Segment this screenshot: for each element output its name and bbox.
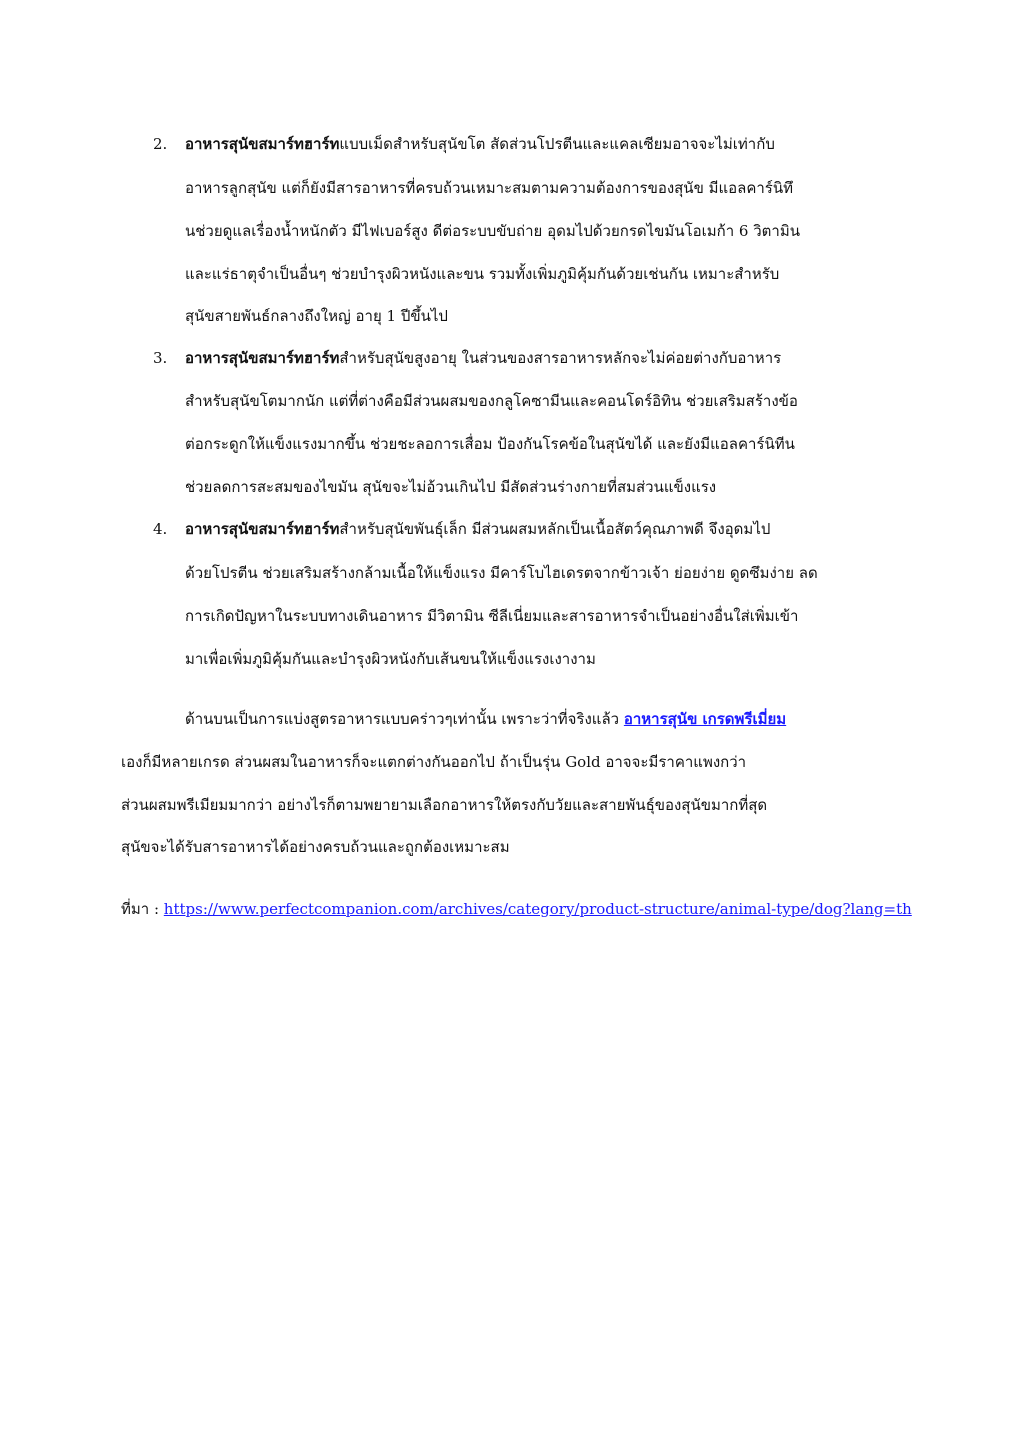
list-item-line: นช่วยดูแลเรื่องน้ำหนักตัว มีไฟเบอร์สูง ดีต่อระบบขับถ่าย อุดมไปด้วยกรดไขมันโอเมก้า 6 วิตามิน <box>185 222 800 240</box>
list-item-text: แบบเม็ดสำหรับสุนัขโต สัดส่วนโปรตีนและแคลเซียมอาจจะไม่เท่ากับ <box>339 135 775 153</box>
list-item-line: อาหารลูกสุนัข แต่ก็ยังมีสารอาหารที่ครบถ้วนเหมาะสมตามความต้องการของสุนัข มีแอลคาร์นิทึ <box>185 179 793 197</box>
list-item-line: สุนัขสายพันธ์กลางถึงใหญ่ อายุ 1 ปีขึ้นไป <box>185 307 448 325</box>
list-item-number: 3. <box>153 349 168 367</box>
list-item-number: 4. <box>153 520 168 538</box>
list-item-line: ด้วยโปรตีน ช่วยเสริมสร้างกล้ามเนื้อให้แข็งแรง มีคาร์โบไฮเดรตจากข้าวเจ้า ย่อยง่าย ดูดซึมง่าย ลด <box>185 564 818 582</box>
list-item-line: ช่วยลดการสะสมของไขมัน สุนัขจะไม่อ้วนเกินไป มีสัดส่วนร่างกายที่สมส่วนแข็งแรง <box>185 478 717 496</box>
list-item-line <box>185 129 775 159</box>
source-line <box>121 894 912 924</box>
premium-dog-food-link[interactable]: อาหารสุนัข เกรดพรีเมี่ยม <box>623 710 787 728</box>
list-item-line: การเกิดปัญหาในระบบทางเดินอาหาร มีวิตามิน ซีลีเนี่ยมและสารอาหารจำเป็นอย่างอื่นใส่เพิ่มเข้า <box>185 607 799 625</box>
summary-text: ด้านบนเป็นการแบ่งสูตรอาหารแบบคร่าวๆเท่านั้น เพราะว่าที่จริงแล้ว <box>185 710 624 728</box>
list-item-number: 2. <box>153 135 168 153</box>
summary-line <box>185 704 786 734</box>
source-label: ที่มา : <box>121 900 164 918</box>
list-item-line: สำหรับสุนัขโตมากนัก แต่ที่ต่างคือมีส่วนผสมของกลูโคซามีนและคอนโดร์อิทิน ช่วยเสริมสร้างข้อ <box>185 392 798 410</box>
product-name-bold: อาหารสุนัขสมาร์ทฮาร์ท <box>185 520 340 538</box>
list-item-line <box>185 343 781 373</box>
list-item-line: และแร่ธาตุจำเป็นอื่นๆ ช่วยบำรุงผิวหนังและขน รวมทั้งเพิ่มภูมิคุ้มกันด้วยเช่นกัน เหมาะสำหรับ <box>185 265 780 283</box>
product-name-bold: อาหารสุนัขสมาร์ทฮาร์ท <box>185 349 340 367</box>
list-item-text: สำหรับสุนัขสูงอายุ ในส่วนของสารอาหารหลักจะไม่ค่อยต่างกับอาหาร <box>339 349 782 367</box>
source-url-link[interactable]: https://www.perfectcompanion.com/archives/category/product-structure/animal-type/dog?lang=th <box>163 900 912 918</box>
product-name-bold: อาหารสุนัขสมาร์ทฮาร์ท <box>185 135 340 153</box>
list-item-line: มาเพื่อเพิ่มภูมิคุ้มกันและบำรุงผิวหนังกับเส้นขนให้แข็งแรงเงางาม <box>185 650 596 668</box>
list-item-line: ต่อกระดูกให้แข็งแรงมากขึ้น ช่วยชะลอการเสื่อม ป้องกันโรคข้อในสุนัขได้ และยังมีแอลคาร์นิทีน <box>185 435 795 453</box>
summary-line: ส่วนผสมพรีเมียมมากว่า อย่างไรก็ตามพยายามเลือกอาหารให้ตรงกับวัยและสายพันธุ์ของสุนัขมากที่สุด <box>121 796 768 814</box>
list-item-line <box>185 514 770 544</box>
summary-line: เองก็มีหลายเกรด ส่วนผสมในอาหารก็จะแตกต่างกันออกไป ถ้าเป็นรุ่น Gold อาจจะมีราคาแพงกว่า <box>121 753 747 771</box>
list-item-text: สำหรับสุนัขพันธุ์เล็ก มีส่วนผสมหลักเป็นเนื้อสัตว์คุณภาพดี จึงอุดมไป <box>339 520 771 538</box>
summary-line: สุนัขจะได้รับสารอาหารได้อย่างครบถ้วนและถูกต้องเหมาะสม <box>121 838 510 856</box>
